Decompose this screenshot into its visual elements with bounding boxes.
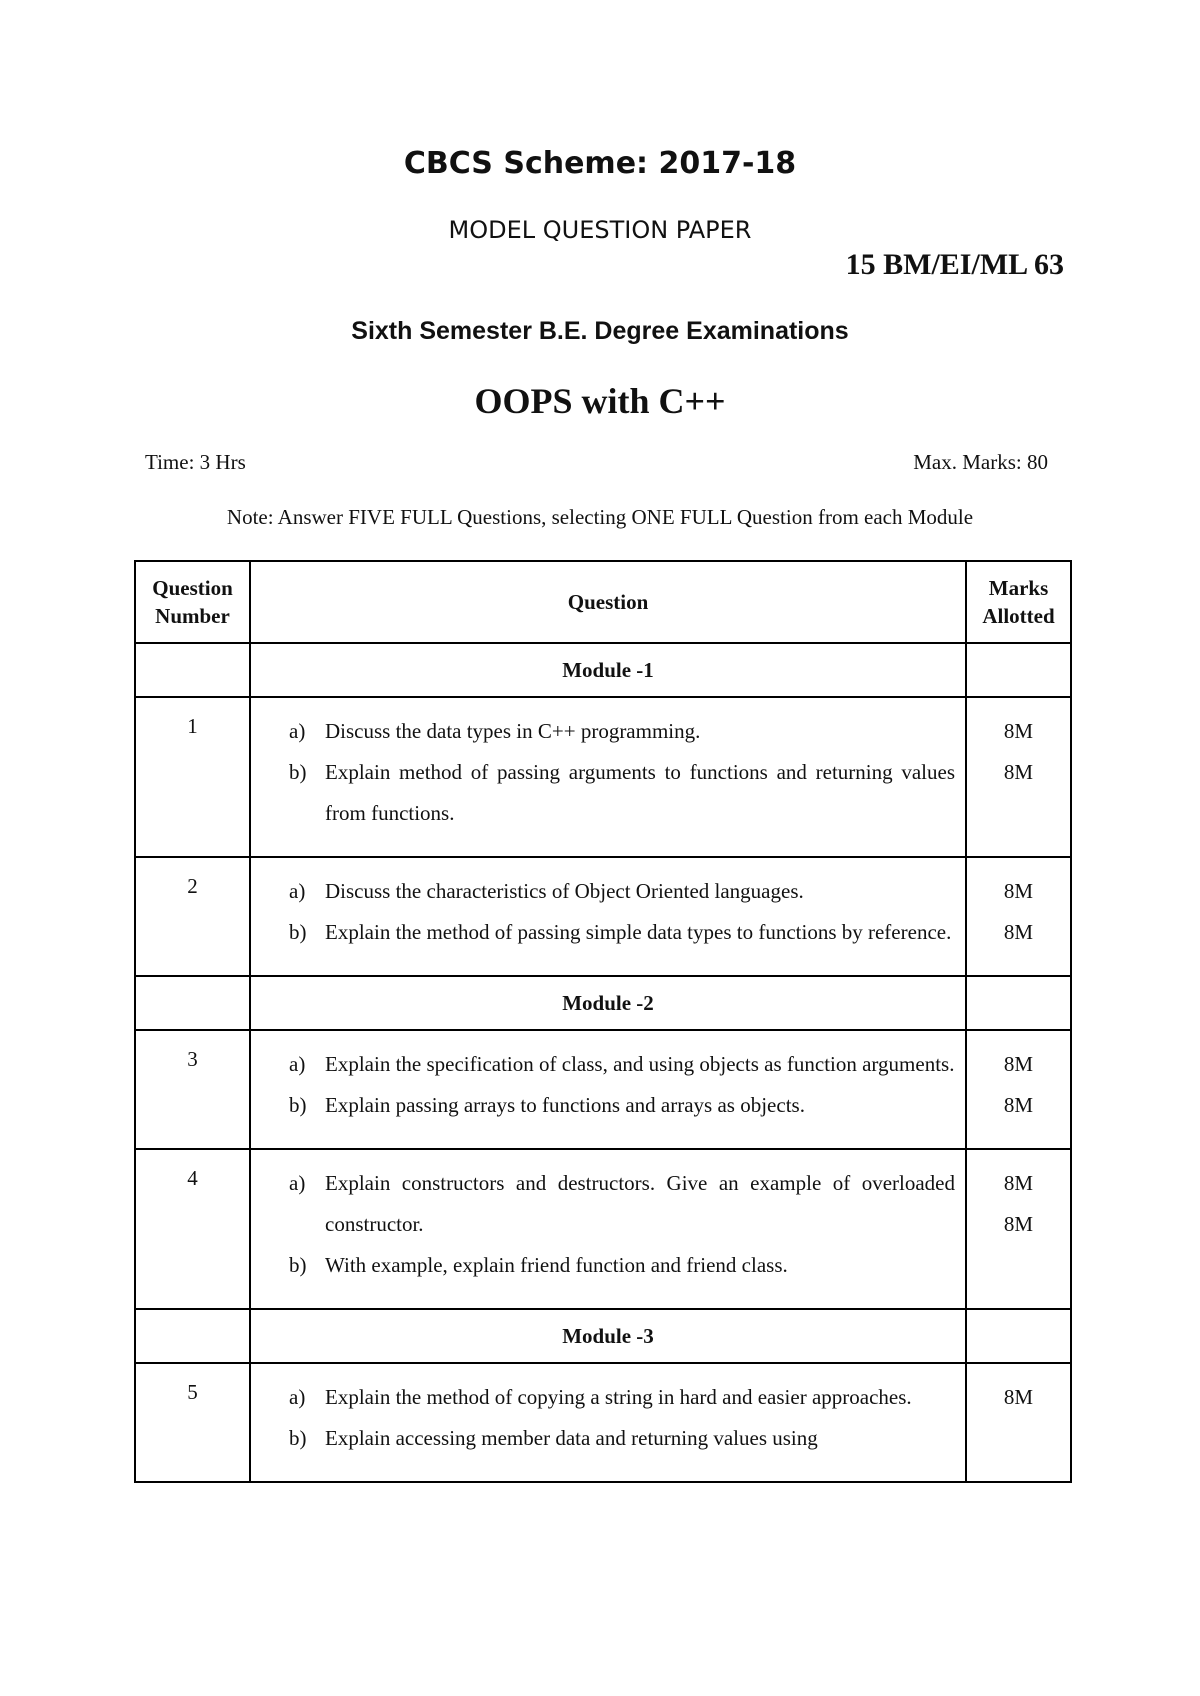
question-part (289, 1163, 955, 1245)
question-number: 3 (135, 1030, 250, 1149)
header-question-number: Question Number (135, 561, 250, 643)
part-label: a) (289, 879, 306, 903)
module-empty-cell (966, 976, 1071, 1030)
part-marks: 8M (1003, 760, 1034, 784)
part-text: Explain the method of copying a string in hard and easier approaches. (325, 1385, 912, 1409)
semester-heading: Sixth Semester B.E. Degree Examinations (351, 317, 849, 345)
subject-code: 15 BM/EI/ML 63 (845, 248, 1064, 281)
module-title: Module -3 (250, 1309, 966, 1363)
question-row (135, 1363, 1071, 1482)
question-marks (966, 1149, 1071, 1309)
module-empty-cell (966, 1309, 1071, 1363)
question-part (289, 1418, 955, 1459)
part-marks: 8M (1003, 920, 1034, 944)
question-marks (966, 697, 1071, 857)
exam-time: Time: 3 Hrs (145, 450, 246, 474)
question-body (250, 1030, 966, 1149)
module-title: Module -1 (250, 643, 966, 697)
question-marks (966, 857, 1071, 976)
question-part (289, 1377, 955, 1418)
part-marks: 8M (1003, 879, 1034, 903)
paper-type: MODEL QUESTION PAPER (448, 216, 752, 244)
part-marks: 8M (1003, 1171, 1034, 1195)
question-table (134, 560, 1072, 1483)
question-body (250, 857, 966, 976)
scheme-title: CBCS Scheme: 2017-18 (403, 146, 797, 181)
question-part (289, 1245, 955, 1286)
table-body (135, 643, 1071, 1482)
part-text: Explain method of passing arguments to functions and returning values from functions. (325, 760, 955, 825)
subject-title: OOPS with C++ (474, 381, 726, 421)
question-row (135, 1149, 1071, 1309)
part-text: Explain passing arrays to functions and arrays as objects. (325, 1093, 805, 1117)
table-header-row (135, 561, 1071, 643)
part-text: Explain constructors and destructors. Give an example of overloaded constructor. (325, 1171, 955, 1236)
question-marks (966, 1363, 1071, 1482)
part-label: b) (289, 920, 307, 944)
part-marks: 8M (1003, 719, 1034, 743)
exam-note: Note: Answer FIVE FULL Questions, selecting ONE FULL Question from each Module (226, 505, 974, 529)
header-marks: Marks Allotted (966, 561, 1071, 643)
part-text: With example, explain friend function and friend class. (325, 1253, 788, 1277)
part-text: Discuss the characteristics of Object Oriented languages. (325, 879, 804, 903)
question-part (289, 912, 955, 953)
header-question: Question (250, 561, 966, 643)
part-marks: 8M (1003, 1212, 1034, 1236)
module-row (135, 976, 1071, 1030)
part-label: b) (289, 1426, 307, 1450)
question-part (289, 1085, 955, 1126)
part-text: Explain accessing member data and returning values using (325, 1426, 818, 1450)
part-label: b) (289, 1253, 307, 1277)
module-empty-cell (135, 1309, 250, 1363)
max-marks: Max. Marks: 80 (913, 450, 1048, 474)
part-marks: 8M (1003, 1052, 1034, 1076)
question-marks (966, 1030, 1071, 1149)
part-label: a) (289, 719, 306, 743)
question-part (289, 871, 955, 912)
module-empty-cell (135, 643, 250, 697)
module-empty-cell (135, 976, 250, 1030)
part-text: Discuss the data types in C++ programming. (325, 719, 701, 743)
module-row (135, 1309, 1071, 1363)
question-number: 4 (135, 1149, 250, 1309)
question-part (289, 1044, 955, 1085)
part-marks: 8M (1003, 1093, 1034, 1117)
question-row (135, 697, 1071, 857)
module-empty-cell (966, 643, 1071, 697)
question-body (250, 1363, 966, 1482)
part-marks: 8M (1003, 1385, 1034, 1409)
question-part (289, 711, 955, 752)
question-number: 2 (135, 857, 250, 976)
part-label: a) (289, 1385, 306, 1409)
question-number: 1 (135, 697, 250, 857)
part-label: a) (289, 1171, 306, 1195)
question-part (289, 752, 955, 834)
part-label: b) (289, 1093, 307, 1117)
module-title: Module -2 (250, 976, 966, 1030)
part-label: b) (289, 760, 307, 784)
module-row (135, 643, 1071, 697)
question-row (135, 1030, 1071, 1149)
part-text: Explain the method of passing simple data types to functions by reference. (325, 920, 952, 944)
question-body (250, 697, 966, 857)
question-row (135, 857, 1071, 976)
part-text: Explain the specification of class, and using objects as function arguments. (325, 1052, 955, 1076)
question-number: 5 (135, 1363, 250, 1482)
part-label: a) (289, 1052, 306, 1076)
question-body (250, 1149, 966, 1309)
